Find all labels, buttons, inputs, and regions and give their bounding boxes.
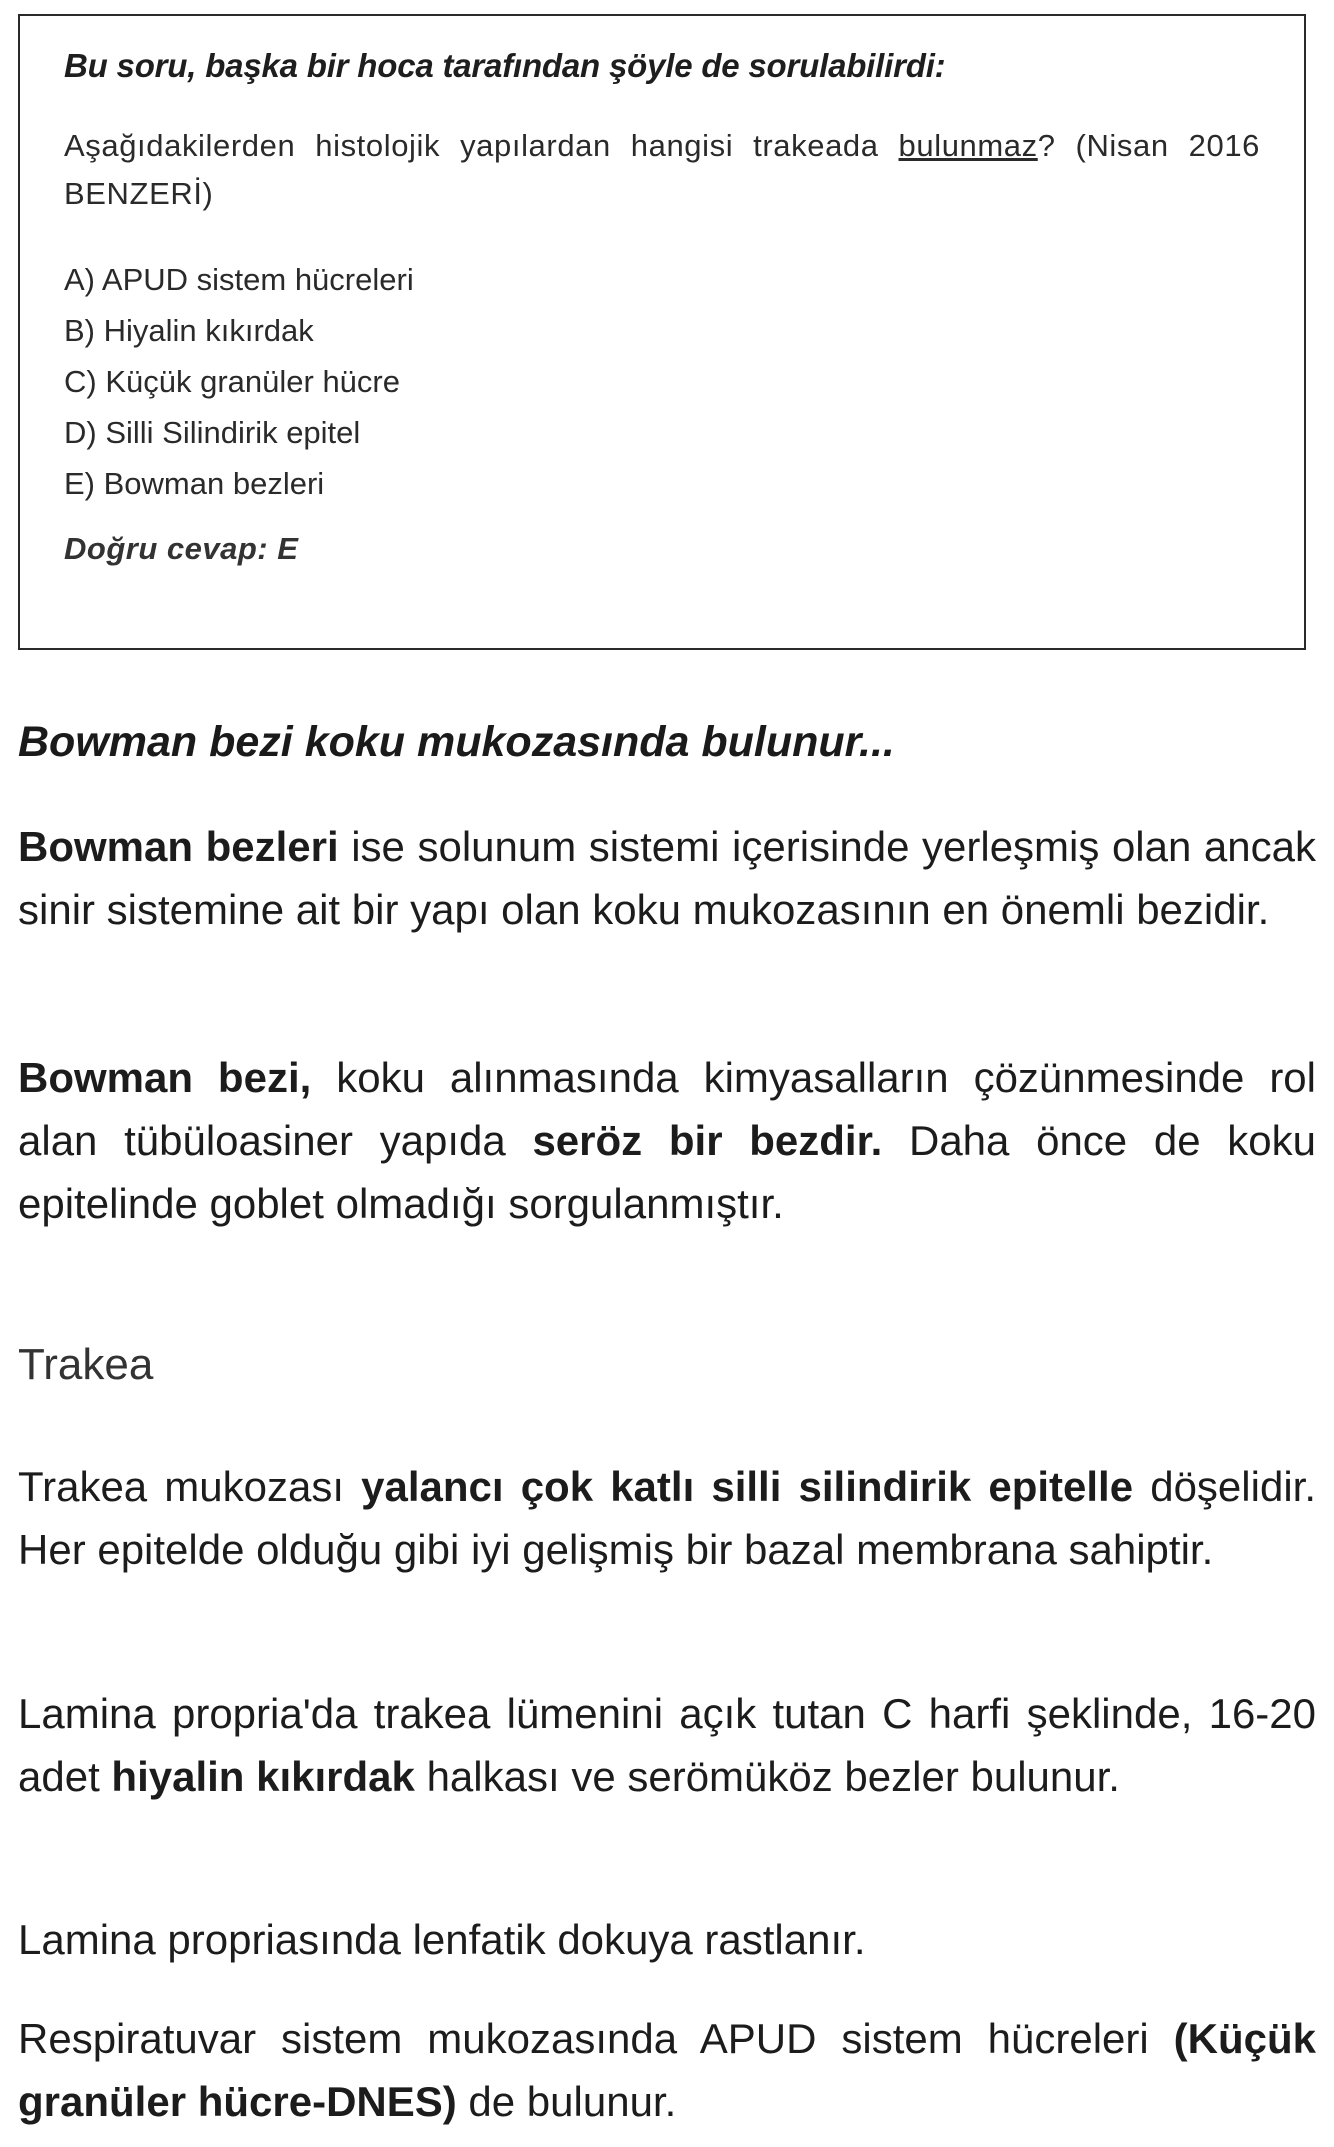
alternative-question-box: [18, 14, 1306, 650]
bowman-p1-bold: Bowman bezleri: [18, 823, 339, 870]
bowman-p2-bold-1: Bowman bezi,: [18, 1054, 312, 1101]
option-a: A) APUD sistem hücreleri: [64, 262, 414, 297]
trakea-p4-text-2: halkası ve serömüköz bezler bulunur.: [414, 1753, 1120, 1800]
trakea-paragraph-4: [18, 2007, 1316, 2133]
question-text: [64, 122, 1260, 218]
trakea-p3-bold: yalancı çok katlı silli silindirik epitelle: [361, 1463, 1134, 1510]
bowman-paragraph-1: [18, 815, 1316, 941]
trakea-paragraph-1: [18, 1455, 1316, 1581]
bowman-p2-text-2: Daha önce de koku epitelinde goblet olmadığı sorgulanmıştır.: [18, 1117, 1317, 1227]
trakea-p6-text-1: Respiratuvar sistem mukozasında APUD sistem hücreleri: [18, 2015, 1174, 2062]
bowman-paragraph-2: [18, 1046, 1316, 1235]
option-d: D) Silli Silindirik epitel: [64, 415, 361, 450]
trakea-p3-text-1: Trakea mukozası: [18, 1463, 362, 1510]
trakea-p3-text-2: döşelidir. Her epitelde olduğu gibi iyi gelişmiş bir bazal membrana sahiptir.: [18, 1463, 1316, 1573]
trakea-p6-text-2: de bulunur.: [456, 2078, 677, 2125]
option-e: E) Bowman bezleri: [64, 466, 325, 501]
question-suffix: ? (Nisan 2016 BENZERİ): [64, 128, 1261, 211]
trakea-p4-bold: hiyalin kıkırdak: [111, 1753, 415, 1800]
option-c: C) Küçük granüler hücre: [64, 364, 400, 399]
trakea-p4-text-1: Lamina propria'da trakea lümenini açık tutan C harfi şeklinde, 16-20 adet: [18, 1690, 1316, 1800]
bowman-p1-text: ise solunum sistemi içerisinde yerleşmiş olan ancak sinir sistemine ait bir yapı olan koku mukozasının en önemli bezidir.: [18, 823, 1316, 933]
trakea-paragraph-3: Lamina propriasında lenfatik dokuya rastlanır.: [18, 1916, 866, 1963]
correct-answer: Doğru cevap: E: [64, 531, 299, 566]
option-b: B) Hiyalin kıkırdak: [64, 313, 314, 348]
bowman-p2-text-1: koku alınmasında kimyasalların çözünmesinde rol alan tübüloasiner yapıda: [18, 1054, 1316, 1164]
trakea-p6-bold: (Küçük granüler hücre-DNES): [18, 2015, 1316, 2125]
trakea-heading: Trakea: [18, 1340, 154, 1389]
answer-options-list: [64, 254, 1260, 509]
question-prefix: Aşağıdakilerden histolojik yapılardan hangisi trakeada: [64, 128, 899, 163]
question-underlined-word: bulunmaz: [898, 128, 1038, 163]
bowman-section-heading: Bowman bezi koku mukozasında bulunur...: [18, 718, 895, 766]
bowman-p2-bold-2: seröz bir bezdir.: [532, 1117, 883, 1164]
question-box-title: Bu soru, başka bir hoca tarafından şöyle de sorulabilirdi:: [64, 47, 946, 84]
trakea-paragraph-2: [18, 1682, 1316, 1808]
